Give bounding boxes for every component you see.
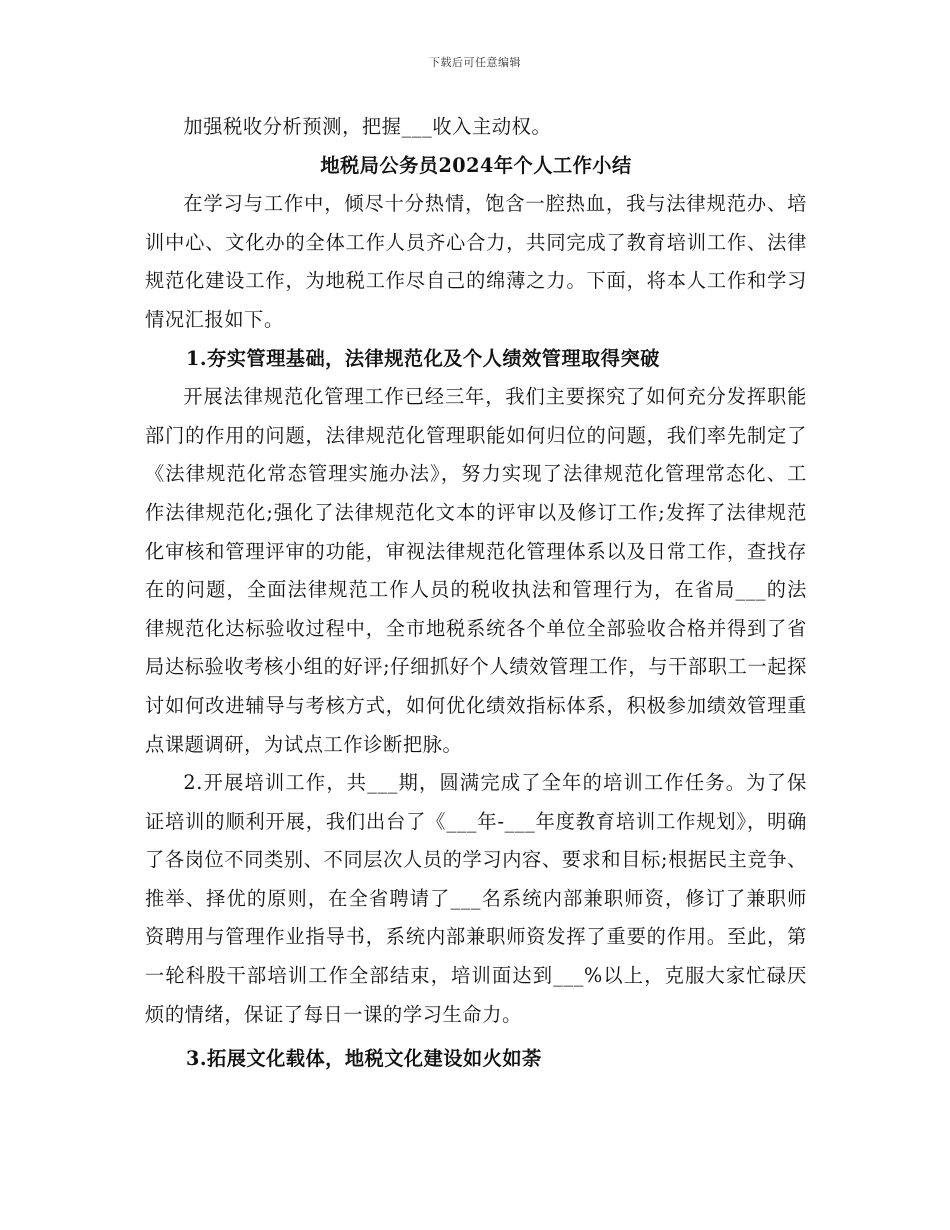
section-2-paragraph: 2.开展培训工作，共___期，圆满完成了全年的培训工作任务。为了保证培训的顺利开展，我们出台了《___年-___年度教育培训工作规划》，明确了各岗位不同类别、不同层次人员的学习内容、要求和目标;根据民主竞争、推举、择优的原则，在全省聘请了___名系统内部兼职师资，修订了兼职师资聘用与管理作业指导书，系统内部兼职师资发挥了重要的作用。至此，第一轮科股干部培训工作全部结束，培训面达到___%以上，克服大家忙碌厌烦的情绪，保证了每日一课的学习生命力。 (145, 771, 807, 1026)
section-3-heading: 3.拓展文化载体，地税文化建设如火如荼 (186, 1047, 542, 1071)
section-1-heading: 1.夯实管理基础，法律规范化及个人绩效管理取得突破 (186, 346, 660, 370)
document-body (145, 108, 807, 1079)
document-title: 地税局公务员2024年个人工作小结 (320, 153, 632, 177)
download-note: 下载后可任意编辑 (429, 56, 521, 69)
section-1-paragraph: 开展法律规范化管理工作已经三年，我们主要探究了如何充分发挥职能部门的作用的问题，法律规范化管理职能如何归位的问题，我们率先制定了《法律规范化常态管理实施办法》，努力实现了法律规范化管理常态化、工作法律规范化;强化了法律规范化文本的评审以及修订工作;发挥了法律规范化审核和管理评审的功能，审视法律规范化管理体系以及日常工作，查找存在的问题，全面法律规范工作人员的税收执法和管理行为，在省局___的法律规范化达标验收过程中，全市地税系统各个单位全部验收合格并得到了省局达标验收考核小组的好评;仔细抓好个人绩效管理工作，与干部职工一起探讨如何改进辅导与考核方式，如何优化绩效指标体系，积极参加绩效管理重点课题调研，为试点工作诊断把脉。 (145, 385, 807, 756)
intro-paragraph: 加强税收分析预测，把握___收入主动权。 (183, 115, 552, 138)
opening-paragraph: 在学习与工作中，倾尽十分热情，饱含一腔热血，我与法律规范办、培训中心、文化办的全体工作人员齐心合力，共同完成了教育培训工作、法律规范化建设工作，为地税工作尽自己的绵薄之力。下面，将本人工作和学习情况汇报如下。 (145, 192, 807, 331)
